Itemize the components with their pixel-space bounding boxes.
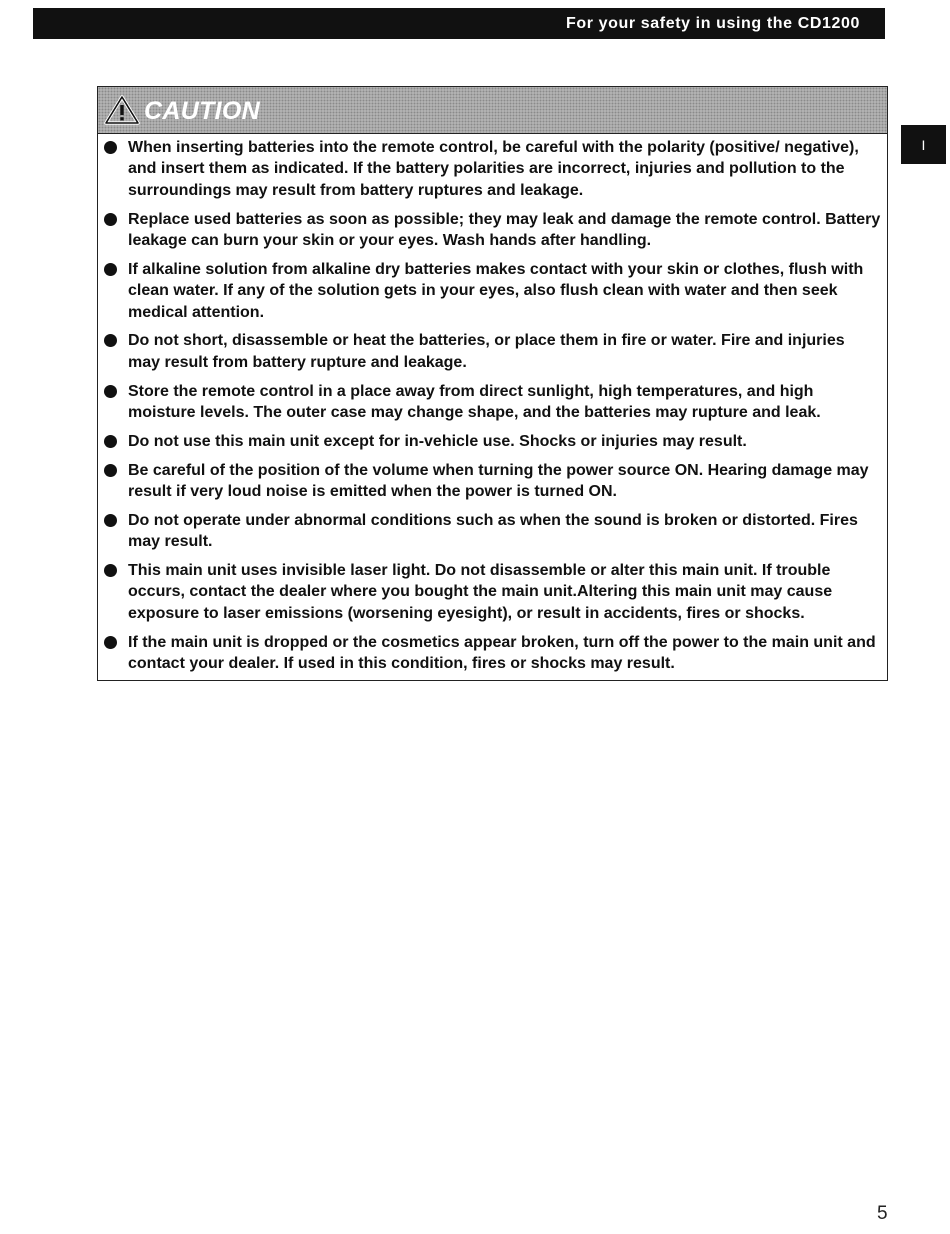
caution-item-text: When inserting batteries into the remote control, be careful with the polarity (positive/ negative), and insert them as indicated. If the battery polarities are incorrect, injuries and pollution to the surroundings may result from battery ruptures and leakage. <box>128 139 859 199</box>
caution-item-text: If the main unit is dropped or the cosmetics appear broken, turn off the power to the main unit and contact your dealer. If used in this condition, fires or shocks may result. <box>128 633 876 673</box>
bullet-icon <box>104 263 117 276</box>
bullet-icon <box>104 385 117 398</box>
caution-item-text: Do not use this main unit except for in-vehicle use. Shocks or injuries may result. <box>128 432 747 450</box>
caution-item <box>98 137 887 201</box>
header-title: For your safety in using the CD1200 <box>566 14 860 32</box>
bullet-icon <box>104 564 117 577</box>
bullet-icon <box>104 464 117 477</box>
caution-item-text: Do not operate under abnormal conditions such as when the sound is broken or distorted. Fires may result. <box>128 511 858 551</box>
bullet-icon <box>104 213 117 226</box>
caution-item <box>98 209 887 252</box>
warning-triangle-icon <box>104 95 140 125</box>
caution-item <box>98 632 887 675</box>
caution-item <box>98 431 887 452</box>
caution-item <box>98 330 887 373</box>
section-tab-label: I <box>921 136 926 153</box>
bullet-icon <box>104 636 117 649</box>
caution-item <box>98 560 887 624</box>
caution-box <box>97 86 888 681</box>
caution-item-text: Be careful of the position of the volume when turning the power source ON. Hearing damage may result if very loud noise is emitted when the power is turned ON. <box>128 461 869 501</box>
bullet-icon <box>104 514 117 527</box>
bullet-icon <box>104 435 117 448</box>
caution-item-text: Replace used batteries as soon as possible; they may leak and damage the remote control. Battery leakage can burn your skin or your eyes. Wash hands after handling. <box>128 210 881 250</box>
caution-list <box>98 134 887 680</box>
page-header-bar <box>33 8 885 39</box>
caution-header <box>98 87 887 134</box>
caution-item-text: Do not short, disassemble or heat the batteries, or place them in fire or water. Fire and injuries may result from battery rupture and leakage. <box>128 332 845 371</box>
caution-title: CAUTION <box>144 96 260 125</box>
caution-item <box>98 510 887 553</box>
bullet-icon <box>104 141 117 154</box>
caution-item <box>98 460 887 503</box>
caution-item-text: This main unit uses invisible laser light. Do not disassemble or alter this main unit. If trouble occurs, contact the dealer where you bought the main unit.Altering this main unit may cause exposure to laser emissions (worsening eyesight), or result in accidents, fires or shocks. <box>128 562 833 622</box>
caution-item <box>98 381 887 424</box>
page-number: 5 <box>877 1203 888 1224</box>
caution-item <box>98 259 887 323</box>
caution-item-text: If alkaline solution from alkaline dry batteries makes contact with your skin or clothes, flush with clean water. If any of the solution gets in your eyes, also flush clean with water and then seek medical attention. <box>128 260 864 321</box>
bullet-icon <box>104 334 117 347</box>
caution-item-text: Store the remote control in a place away from direct sunlight, high temperatures, and high moisture levels. The outer case may change shape, and the batteries may rupture and leak. <box>128 382 821 422</box>
section-tab <box>901 125 946 164</box>
